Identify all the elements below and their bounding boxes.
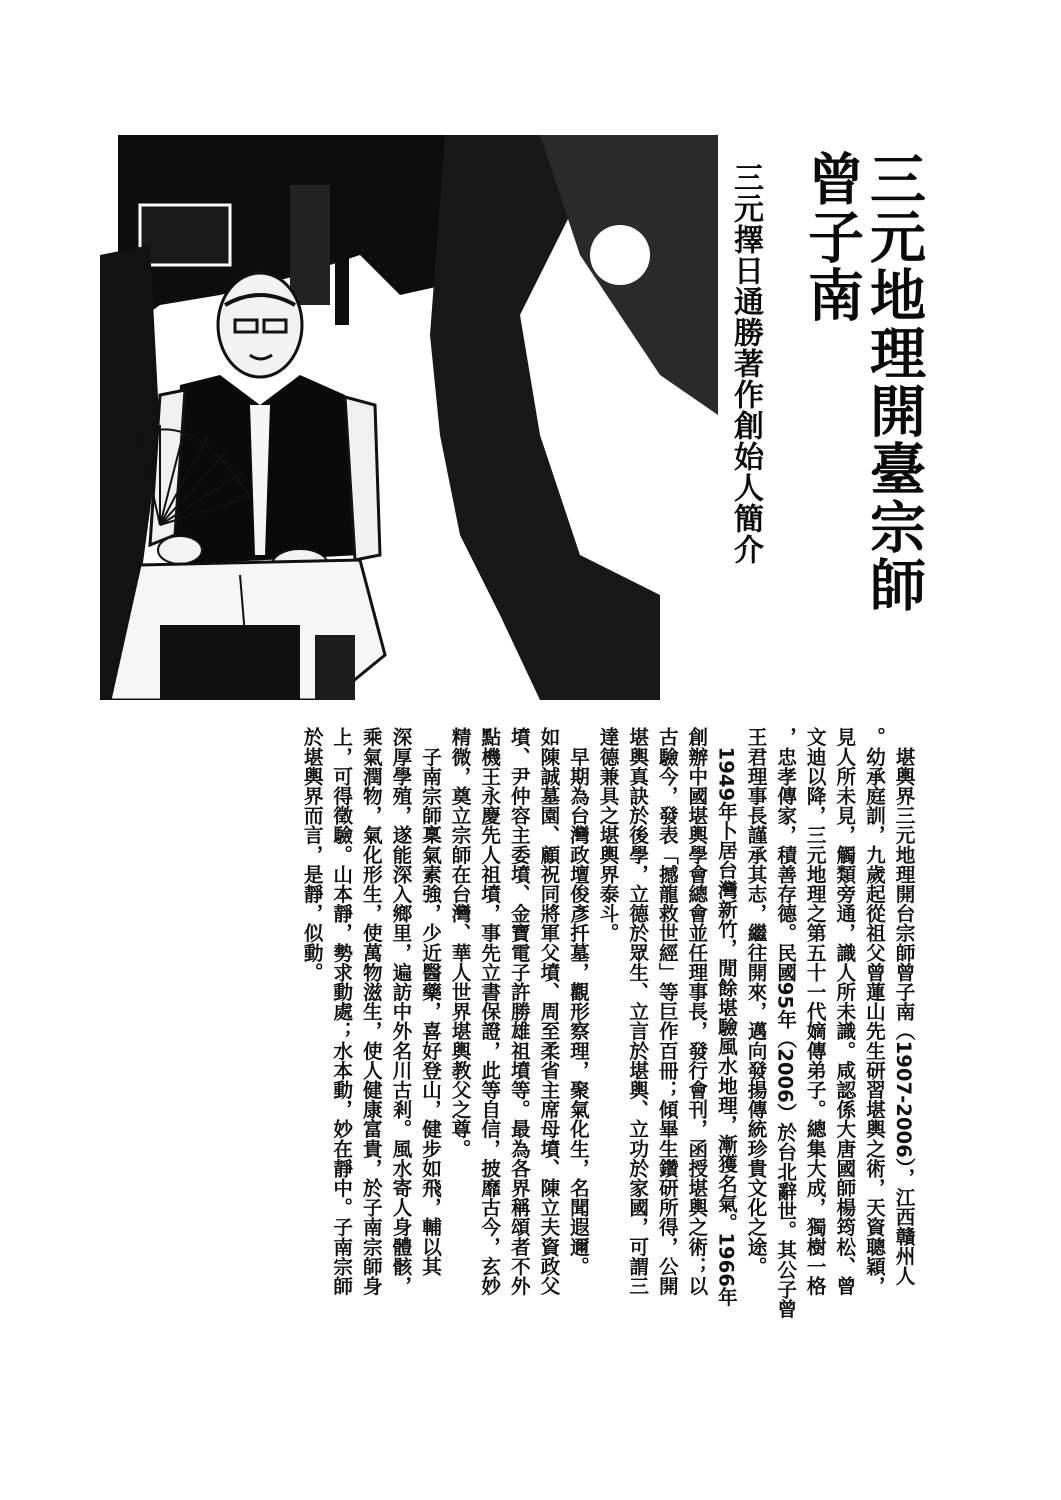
- text-column: 上，可得徵驗。山本靜，勢求動處；水本動，妙在靜中。子南宗師: [329, 727, 353, 1296]
- text-column: 達德兼具之堪輿界泰斗。: [596, 727, 620, 943]
- text-column: 乘氣潤物，氣化形生，使萬物滋生，使人健康富貴，於子南宗師身: [359, 727, 383, 1296]
- text-column: 。幼承庭訓，九歲起從祖父曾蓮山先生研習堪輿之術，天資聰穎，: [862, 727, 886, 1296]
- text-column: 堪輿界三元地理開台宗師曾子南（1907-2006），江西贛州人: [892, 727, 915, 1286]
- text-column: 墳、尹仲容主委墳、金寶電子許勝雄祖墳等。最為各界稱頌者不外: [507, 727, 531, 1296]
- text-column: 古驗今，發表「撼龍救世經」等巨作百冊；傾畢生鑽研所得，公開: [655, 727, 679, 1296]
- text-column: 堪輿真訣於後學，立德於眾生、立言於堪輿、立功於家國，可謂三: [625, 727, 649, 1296]
- text-column: 子南宗師稟氣素強，少近醫藥，喜好登山，健步如飛，輔以其: [418, 727, 442, 1276]
- portrait-photo: [100, 135, 718, 700]
- text-column: 創辦中國堪輿學會總會並任理事長，發行會刊，函授堪輿之術；以: [684, 727, 708, 1296]
- text-column: 早期為台灣政壇俊彥扦墓，觀形察理，聚氣化生，名聞遐邇。: [566, 727, 590, 1276]
- text-column: 於堪輿界而言，是靜，似動。: [300, 727, 324, 982]
- text-column: 如陳誠墓園、顧祝同將軍父墳、周至柔省主席母墳、陳立夫資政父: [536, 727, 560, 1296]
- article-body: [100, 727, 918, 1367]
- text-column: 文迪以降，三元地理之第五十一代嫡傳弟子。總集大成，獨樹一格: [803, 727, 827, 1296]
- text-column: 精微，奠立宗師在台灣、華人世界堪輿教父之尊。: [448, 727, 472, 1159]
- text-column: 點機王永慶先人祖墳，事先立書保證，此等自信，披靡古今，玄妙: [477, 727, 501, 1296]
- text-column: 深厚學殖，遂能深入鄉里，遍訪中外名川古剎。風水寄人身體骸，: [388, 727, 412, 1296]
- page-title: [800, 150, 924, 710]
- text-column: ，忠孝傳家，積善存德。民國95年（2006）於台北辭世。其公子曾: [773, 727, 797, 1319]
- page-subtitle: 三元擇日通勝著作創始人簡介: [728, 162, 763, 565]
- text-column: 王君理事長謹承其志，繼往開來，邁向發揚傳統珍貴文化之途。: [744, 727, 768, 1276]
- text-column: 1949年卜居台灣新竹，閒餘堪驗風水地理，漸獲名氣。1966年: [714, 727, 738, 1307]
- title-line-1: 三元地理開臺宗師: [861, 150, 926, 614]
- title-line-2: 曾子南: [799, 150, 864, 324]
- text-column: 見人所未見，觸類旁通，識人所未識。咸認係大唐國師楊筠松、曾: [832, 727, 856, 1296]
